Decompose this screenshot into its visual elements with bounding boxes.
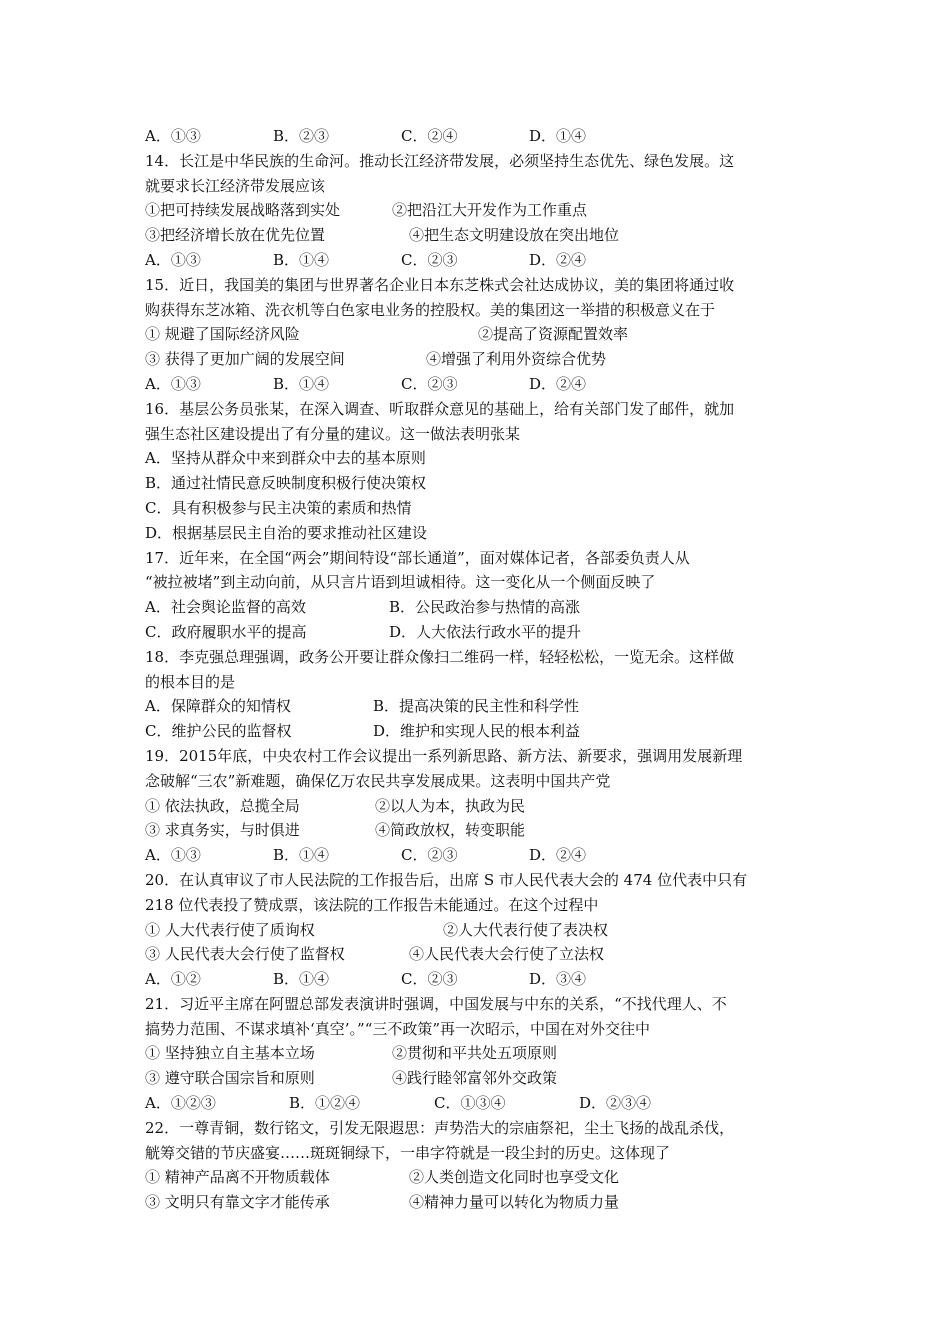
option-item: ③ 人民代表大会行使了监督权 bbox=[145, 945, 345, 964]
option-item: B．①②④ bbox=[289, 1094, 361, 1113]
question-text-line: 购获得东芝冰箱、洗衣机等白色家电业务的控股权。美的集团这一举措的积极意义在于 bbox=[145, 300, 716, 319]
option-item: A．①③ bbox=[145, 127, 201, 145]
option-item: ① 依法执政，总揽全局 bbox=[145, 796, 300, 815]
option-item: ④增强了利用外资综合优势 bbox=[426, 350, 607, 369]
option-item: ① 规避了国际经济风险 bbox=[145, 325, 300, 344]
option-row bbox=[145, 1041, 810, 1066]
option-item: D．维护和实现人民的根本利益 bbox=[373, 722, 581, 741]
option-row bbox=[145, 967, 810, 992]
option-row bbox=[145, 620, 810, 645]
option-item: D．②④ bbox=[529, 846, 587, 865]
question-text-line: 16．基层公务员张某，在深入调查、听取群众意见的基础上，给有关部门发了邮件，就加 bbox=[145, 399, 735, 418]
option-item: ②提高了资源配置效率 bbox=[478, 325, 629, 344]
option-item: C．②③ bbox=[401, 970, 458, 989]
option-row bbox=[145, 794, 810, 819]
option-item: A．①② bbox=[145, 970, 201, 989]
option-row bbox=[145, 719, 810, 744]
option-item: A．社会舆论监督的高效 bbox=[145, 598, 306, 617]
question-text-line: 20．在认真审议了市人民法院的工作报告后，出席 S 市人民代表大会的 474 位代表中只有 bbox=[145, 870, 748, 889]
option-item: ③ 获得了更加广阔的发展空间 bbox=[145, 350, 345, 369]
question-text-line: 19．2015年底，中央农村工作会议提出一系列新思路、新方法、新要求，强调用发展新理 bbox=[145, 746, 743, 765]
exam-page bbox=[145, 124, 810, 1215]
option-item: B．①④ bbox=[273, 970, 330, 989]
option-item: B．①④ bbox=[273, 250, 330, 269]
option-item: A．①②③ bbox=[145, 1094, 216, 1113]
option-item: D．②③④ bbox=[579, 1094, 652, 1113]
option-row bbox=[145, 1165, 810, 1190]
option-row bbox=[145, 843, 810, 868]
question-text-line: 就要求长江经济带发展应该 bbox=[145, 176, 326, 195]
option-item: ④精神力量可以转化为物质力量 bbox=[409, 1193, 620, 1212]
option-item: A．①③ bbox=[145, 250, 201, 269]
option-row bbox=[145, 1066, 810, 1091]
option-item: C．②④ bbox=[401, 127, 458, 145]
option-item: ③把经济增长放在优先位置 bbox=[145, 226, 326, 245]
question-text-line: 强生态社区建设提出了有分量的建议。这一做法表明张某 bbox=[145, 424, 521, 443]
option-item: C．维护公民的监督权 bbox=[145, 722, 292, 741]
option-item: ④简政放权，转变职能 bbox=[375, 821, 526, 840]
question-text-line: 18．李克强总理强调，政务公开要让群众像扫二维码一样，轻轻松松，一览无余。这样做 bbox=[145, 647, 735, 666]
option-item: ③ 求真务实，与时俱进 bbox=[145, 821, 300, 840]
option-item: ① 精神产品离不开物质载体 bbox=[145, 1168, 330, 1187]
option-item: ①把可持续发展战略落到实处 bbox=[145, 201, 341, 220]
question-text-line: “被拉被堵”到主动向前，从只言片语到坦诚相待。这一变化从一个侧面反映了 bbox=[145, 573, 656, 592]
option-row bbox=[145, 595, 810, 620]
option-item: ④人民代表大会行使了立法权 bbox=[409, 945, 605, 964]
question-text-line: 搞势力范围、不谋求填补‘真空’。”“三不政策”再一次昭示，中国在对外交往中 bbox=[145, 1019, 651, 1038]
option-item: D．②④ bbox=[529, 250, 587, 269]
option-item: C．②③ bbox=[401, 374, 458, 393]
question-text-line: 15．近日，我国美的集团与世界著名企业日本东芝株式会社达成协议，美的集团将通过收 bbox=[145, 275, 735, 294]
option-row bbox=[145, 818, 810, 843]
option-row bbox=[145, 198, 810, 223]
question-text-line: 的根本目的是 bbox=[145, 672, 236, 691]
question-text-line: D．根据基层民主自治的要求推动社区建设 bbox=[145, 523, 428, 542]
option-item: D．②④ bbox=[529, 374, 587, 393]
option-item: ① 坚持独立自主基本立场 bbox=[145, 1044, 315, 1063]
option-row bbox=[145, 322, 810, 347]
option-item: B．公民政治参与热情的高涨 bbox=[389, 598, 581, 617]
option-item: D．人大依法行政水平的提升 bbox=[389, 622, 582, 641]
question-text-line: B．通过社情民意反映制度积极行使决策权 bbox=[145, 474, 427, 493]
question-text-line: 14．长江是中华民族的生命河。推动长江经济带发展，必须坚持生态优先、绿色发展。这 bbox=[145, 151, 735, 170]
option-item: C．政府履职水平的提高 bbox=[145, 622, 307, 641]
question-text-line: 21．习近平主席在阿盟总部发表演讲时强调，中国发展与中东的关系，“不找代理人、不 bbox=[145, 994, 727, 1013]
option-row bbox=[145, 223, 810, 248]
option-item: ②人大代表行使了表决权 bbox=[443, 920, 609, 939]
option-row bbox=[145, 942, 810, 967]
option-row bbox=[145, 372, 810, 397]
option-item: A．保障群众的知情权 bbox=[145, 697, 291, 716]
option-item: D．③④ bbox=[529, 970, 587, 989]
option-item: C．②③ bbox=[401, 250, 458, 269]
option-row bbox=[145, 248, 810, 273]
option-item: C．②③ bbox=[401, 846, 458, 865]
option-item: ④把生态文明建设放在突出地位 bbox=[409, 226, 620, 245]
option-item: ②人类创造文化同时也享受文化 bbox=[409, 1168, 620, 1187]
question-text-line: A．坚持从群众中来到群众中去的基本原则 bbox=[145, 449, 426, 468]
option-item: B．提高决策的民主性和科学性 bbox=[373, 697, 580, 716]
option-row bbox=[145, 918, 810, 943]
option-item: ④践行睦邻富邻外交政策 bbox=[392, 1069, 558, 1088]
option-item: ③ 遵守联合国宗旨和原则 bbox=[145, 1069, 315, 1088]
option-item: A．①③ bbox=[145, 846, 201, 865]
question-text-line: 22．一尊青铜，数行铭文，引发无限遐思：声势浩大的宗庙祭祀，尘土飞扬的战乱杀伐， bbox=[145, 1118, 735, 1137]
question-text-line: 17．近年来，在全国“两会”期间特设“部长通道”，面对媒体记者，各部委负责人从 bbox=[145, 548, 690, 567]
option-item: B．①④ bbox=[273, 374, 330, 393]
option-row bbox=[145, 1091, 810, 1116]
option-item: ②贯彻和平共处五项原则 bbox=[392, 1044, 558, 1063]
option-item: D．①④ bbox=[529, 127, 587, 145]
option-item: ②以人为本，执政为民 bbox=[375, 796, 526, 815]
option-item: B．②③ bbox=[273, 127, 330, 145]
option-item: C．①③④ bbox=[434, 1094, 506, 1113]
option-item: ① 人大代表行使了质询权 bbox=[145, 920, 315, 939]
question-text-line: C．具有积极参与民主决策的素质和热情 bbox=[145, 498, 412, 517]
question-text-line: 觥筹交错的节庆盛宴……斑斑铜绿下，一串字符就是一段尘封的历史。这体现了 bbox=[145, 1143, 671, 1162]
option-row bbox=[145, 694, 810, 719]
option-row bbox=[145, 1190, 810, 1215]
option-row bbox=[145, 347, 810, 372]
question-text-line: 念破解“三农”新难题，确保亿万农民共享发展成果。这表明中国共产党 bbox=[145, 771, 611, 790]
option-row bbox=[145, 124, 810, 149]
option-item: ②把沿江大开发作为工作重点 bbox=[392, 201, 588, 220]
option-item: A．①③ bbox=[145, 374, 201, 393]
option-item: B．①④ bbox=[273, 846, 330, 865]
option-item: ③ 文明只有靠文字才能传承 bbox=[145, 1193, 330, 1212]
question-text-line: 218 位代表投了赞成票，该法院的工作报告未能通过。在这个过程中 bbox=[145, 895, 599, 914]
